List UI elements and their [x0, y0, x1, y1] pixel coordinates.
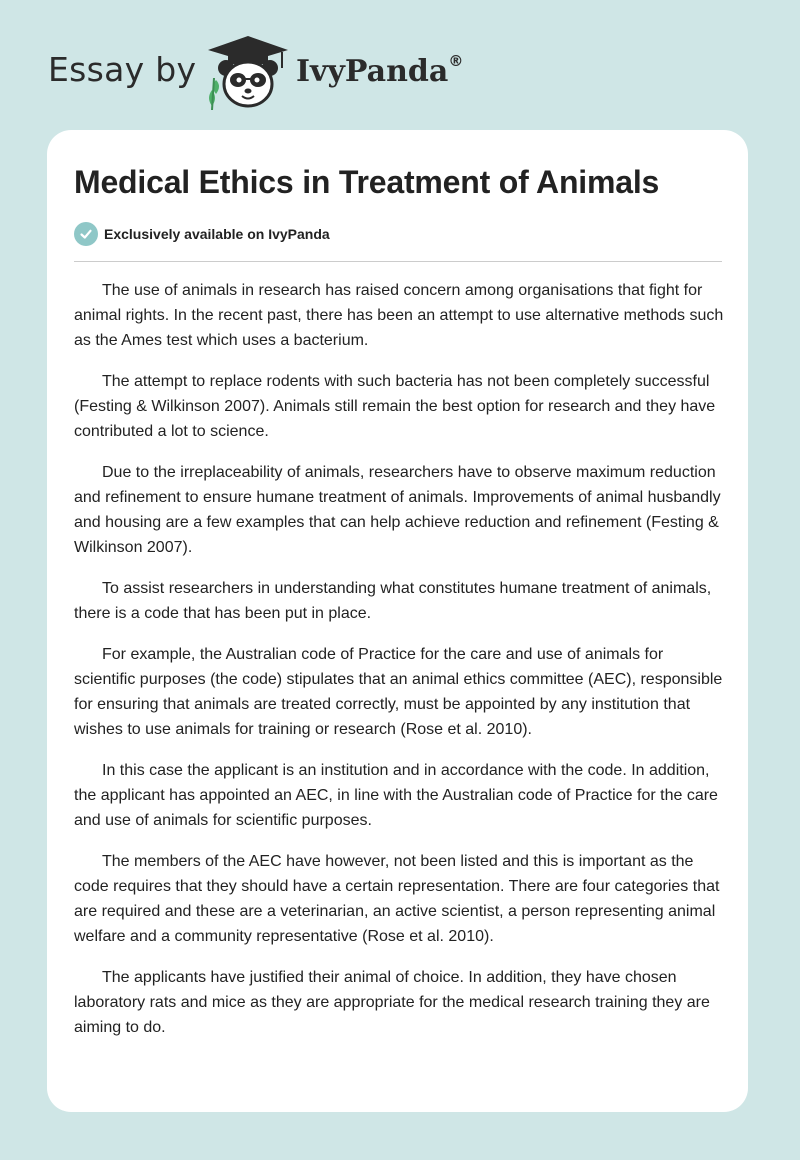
- brand-text: IvyPanda: [296, 54, 449, 89]
- article-card: [47, 130, 748, 1112]
- page-title: Medical Ethics in Treatment of Animals: [74, 164, 660, 200]
- paragraph: The attempt to replace rodents with such bacteria has not been completely successful (Festing & Wilkinson 2007). Animals still remain the best option for research and they have contributed a lot to science.: [74, 373, 716, 440]
- exclusive-badge-label: Exclusively available on IvyPanda: [104, 226, 330, 242]
- paragraph: For example, the Australian code of Practice for the care and use of animals for scientific purposes (the code) stipulates that an animal ethics committee (AEC), responsible for ensuring that animals are treated correctly, must be appointed by any institution that wishes to use animals for training or research (Rose et al. 2010).: [74, 646, 723, 738]
- paragraph: To assist researchers in understanding what constitutes humane treatment of animals, there is a code that has been put in place.: [74, 580, 712, 622]
- check-circle-icon: [74, 222, 98, 246]
- panda-graduate-icon[interactable]: [202, 32, 294, 112]
- article-body: [74, 278, 724, 1056]
- site-header: [48, 32, 468, 112]
- paragraph: The members of the AEC have however, not been listed and this is important as the code requires that they should have a certain representation. There are four categories that are required and these are a veterinarian, an active scientist, a person representing animal welfare and a community representative (Rose et al. 2010).: [74, 853, 720, 945]
- registered-mark: ®: [448, 52, 464, 70]
- paragraph: The use of animals in research has raised concern among organisations that fight for animal rights. In the recent past, there has been an attempt to use alternative methods such as the Ames test which uses a bacterium.: [74, 282, 724, 349]
- exclusive-badge: [74, 222, 330, 246]
- paragraph: In this case the applicant is an institution and in accordance with the code. In addition, the applicant has appointed an AEC, in line with the Australian code of Practice for the care and use of animals for scientific purposes.: [74, 762, 718, 829]
- brand-name[interactable]: [296, 54, 463, 89]
- essay-by-label: Essay by: [48, 50, 197, 89]
- paragraph: Due to the irreplaceability of animals, researchers have to observe maximum reduction and refinement to ensure humane treatment of animals. Improvements of animal husbandly and housing are a few examples that can help achieve reduction and refinement (Festing & Wilkinson 2007).: [74, 464, 721, 556]
- paragraph: The applicants have justified their animal of choice. In addition, they have chosen laboratory rats and mice as they are appropriate for the medical research training they are aiming to do.: [74, 969, 710, 1036]
- divider: [74, 261, 722, 262]
